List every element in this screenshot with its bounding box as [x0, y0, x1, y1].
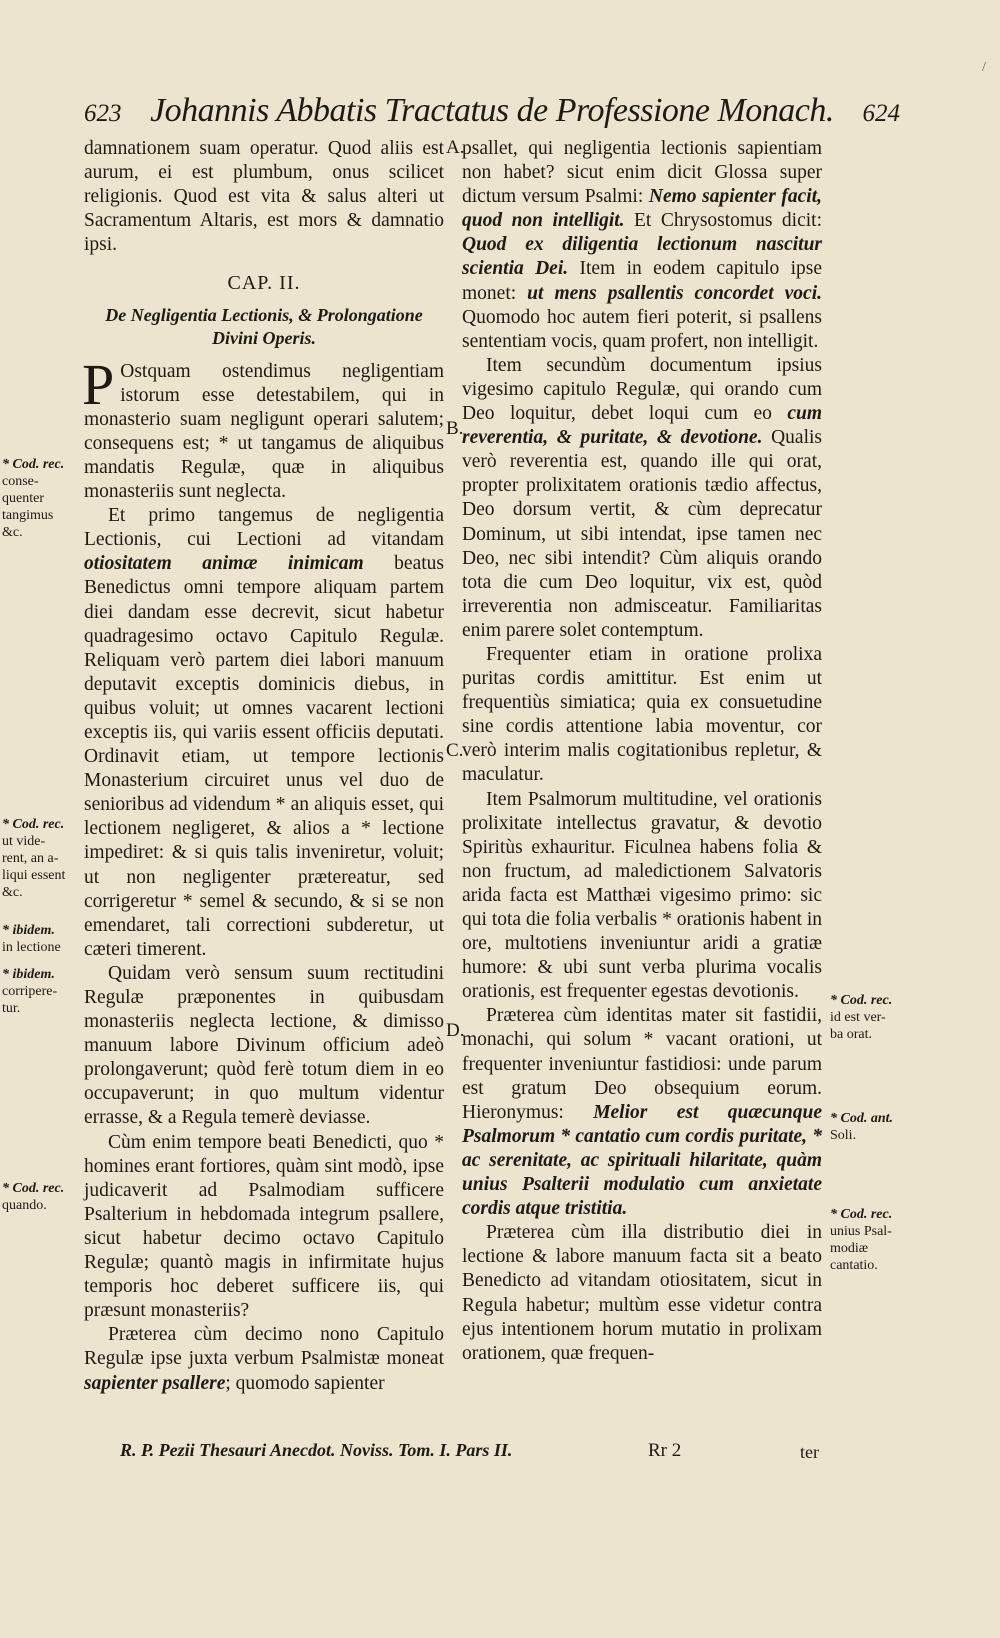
margin-note-text: in lectione: [2, 940, 61, 955]
paragraph-text: Ostquam ostendimus negligentiam istorum esse detestabilem, qui in monasterio suam negligunt operari salutem; consequens est; * ut tangamus de aliquibus mandatis Regulæ, quæ in aliquibus monasteriis sunt neglecta.: [84, 360, 444, 503]
margin-note-label: * Cod. rec.: [830, 1207, 893, 1222]
margin-note-text: id est ver- ba orat.: [830, 1010, 886, 1042]
italic-quote: Quod ex diligentia lectionum nascitur scientia Dei.: [462, 234, 822, 280]
margin-note-label: * Cod. ant.: [830, 1111, 894, 1126]
margin-note-text: ut vide- rent, an a- liqui essent &c.: [2, 834, 66, 900]
section-letter-a: A.: [446, 137, 465, 158]
edge-mark: /: [982, 60, 986, 75]
paragraph-text: Qualis verò reverentia est, quando ille qui orat, propter prolixitatem orationis tædio affectus, Deo dorsum vertit, & cùm deprecatur Dominum, ut sibi intendat, ipse tamen nec Deo, nec sibi intendit? Cùm aliquis orando tota die cum Deo loquitur, vix est, quòd irreverentia non admisceatur. Familiaritas enim parere solet contemptum.: [462, 427, 822, 641]
running-header: [84, 92, 900, 134]
chapter-heading: CAP. II.: [227, 272, 301, 295]
section-letter-d: D.: [446, 1020, 465, 1041]
paragraph-text: Quomodo hoc autem fieri poterit, si psallens sententiam vocis, quam profert, non intelligit.: [462, 306, 822, 352]
paragraph: [462, 137, 822, 354]
paragraph: Cùm enim tempore beati Benedicti, quo * homines erant fortiores, quàm sint modò, ipse judicaverit ad Psalmodiam sufficere Psalterium in hebdomada integrum psallere, sicut habetur decimo octavo Capitulo Regulæ; quantò magis in infirmitate hujus temporis hoc deberet sufficere iis, qui præsunt monasteriis?: [84, 1131, 444, 1322]
margin-note: [2, 816, 74, 901]
margin-note-label: * Cod. rec.: [2, 817, 65, 832]
italic-quote: sapienter psallere: [84, 1372, 226, 1394]
margin-note-label: * Cod. rec.: [2, 457, 65, 472]
paragraph: Frequenter etiam in oratione prolixa puritas cordis amittitur. Est enim ut frequentiùs simiatica; quia ex consuetudine sine cordis attentione labia moventur, cor verò interim malis cogitationibus repletur, & maculatur.: [462, 643, 822, 786]
left-column: [84, 137, 444, 1396]
italic-quote: cum reverentia, & puritate, & devotione.: [462, 403, 822, 449]
page-number-left: 623: [84, 100, 122, 127]
margin-note: [830, 1206, 910, 1274]
paragraph-text: Et Chrysostomus dicit:: [624, 210, 822, 232]
drop-cap: P: [82, 351, 115, 417]
paragraph-text: Et primo tangemus de negligentia Lectionis, cui Lectioni ad vitandam: [84, 505, 444, 551]
right-column: [462, 137, 822, 1366]
margin-note-label: * ibidem.: [2, 967, 55, 982]
paragraph-text: Præterea cùm decimo nono Capitulo Regulæ ipse juxta verbum Psalmistæ moneat: [84, 1324, 444, 1370]
paragraph-text: psallet, qui negligentia lectionis sapientiam non habet? sicut enim dicit Glossa super dictum versum Psalmi:: [462, 138, 822, 208]
margin-note: [2, 1180, 74, 1214]
margin-note-text: corripere- tur.: [2, 984, 58, 1016]
paragraph-text: Item in eodem capitulo ipse monet:: [462, 258, 823, 304]
margin-note-text: Soli.: [830, 1128, 857, 1143]
italic-quote: ut mens psallentis concordet voci.: [527, 282, 822, 304]
paragraph: [462, 1004, 822, 1221]
margin-note: [2, 456, 74, 541]
paragraph-text: beatus Benedictus omni tempore aliquam partem diei dandam esse decrevit, sicut habetur quadragesimo octavo Capitulo Regulæ. Reliquam verò partem diei labori manuum deputavit exceptis dominicis diebus, in quibus voluit; ut omnes vacarent lectioni exceptis iis, qui variis essent officiis deputati. Ordinavit etiam, ut tempore lectionis Monasterium circuiret unus vel duo de senioribus ad videndum * an aliquis esset, qui lectionem negligeret, & alios a * lectione impediret: & si quis talis inveniretur, voluit; ut non negligenter prætereatur, sed corrigeretur * semel & secundo, & si se non emendaret, tali correctioni subderetur, ut cæteri timerent.: [84, 553, 444, 960]
running-title: Johannis Abbatis Tractatus de Professione Monach.: [150, 92, 834, 129]
margin-note: [2, 922, 74, 956]
paragraph-text: Item secundùm documentum ipsius vigesimo capitulo Regulæ, qui orando cum Deo loquitur, debet loqui cum eo: [462, 354, 822, 425]
section-letter-b: B.: [446, 418, 464, 439]
paragraph: [82, 351, 444, 505]
signature-line: R. P. Pezii Thesauri Anecdot. Noviss. Tom. I. Pars II.: [120, 1440, 513, 1460]
paragraph: [462, 354, 822, 643]
intro-paragraph: damnationem suam operatur. Quod aliis est aurum, ei est plumbum, onus scilicet religionis. Quod est vita & salus alteri ut Sacramentum Altaris, est mors & damnatio ipsi.: [84, 138, 444, 256]
margin-note-text: quando.: [2, 1198, 47, 1213]
paragraph: [84, 1323, 444, 1395]
paragraph: Item Psalmorum multitudine, vel orationis prolixitate intellectus gravatur, & devotio Spiritùs exhauritur. Ficulnea habens folia & non fructum, ad maledictionem Salvatoris arida facta est Matthæi vigesimo primo: sic qui tota die folia verbalis * orationis habent in ore, multotiens inveniuntur aridi a gratiæ humore: & ubi sunt verba plurima vocalis orationis, est frequenter egestas devotionis.: [462, 788, 822, 1003]
margin-note: [830, 992, 910, 1043]
margin-note-label: * Cod. rec.: [830, 993, 893, 1008]
paragraph-text: Præterea cùm identitas mater sit fastidii, monachi, qui solum * vacant orationi, ut frequenter inveniuntur fastidiosi: unde parum est gratum Deo obsequium eorum. Hieronymus:: [462, 1005, 822, 1123]
sheet-signature: Rr 2: [648, 1440, 682, 1461]
italic-quote: otiositatem animæ inimicam: [84, 553, 364, 575]
margin-note: [830, 1110, 910, 1144]
paragraph: [84, 504, 444, 962]
margin-note-label: * Cod. rec.: [2, 1181, 65, 1196]
margin-note: [2, 966, 74, 1017]
paragraph: Quidam verò sensum suum rectitudini Regulæ præponentes in quibusdam monasteriis neglecta lectione, & dimisso manuum labore Divinum officium adeò prolongaverunt; quòd ferè totum diem in eo occupaverunt; in quo multum videntur errasse, & a Regula temerè deviasse.: [84, 962, 444, 1129]
page-number-right: 624: [862, 100, 900, 127]
paragraph: Præterea cùm illa distributio diei in lectione & labore manuum facta sit a beato Benedicto ad vitandam otiositatem, sicut in Regula habetur; multùm esse videtur contra ejus intentionem horum mutatio in prolixam orationem, quæ frequen-: [462, 1222, 822, 1364]
margin-note-text: unius Psal- modiæ cantatio.: [830, 1224, 892, 1273]
section-letter-c: C.: [446, 740, 464, 761]
chapter-rubric: De Negligentia Lectionis, & Prolongatione Divini Operis.: [105, 304, 423, 348]
catchword: ter: [800, 1442, 819, 1462]
italic-quote: Nemo sapienter facit, quod non intelligit.: [462, 186, 823, 232]
margin-note-text: conse- quenter tangimus &c.: [2, 474, 54, 540]
italic-quote: Melior est quæcunque Psalmorum * cantatio cum cordis puritate, * ac serenitate, ac spirituali hilaritate, quàm unius Psalterii modulatio cum anxietate cordis atque tristitia.: [462, 1101, 822, 1220]
margin-note-label: * ibidem.: [2, 923, 55, 938]
paragraph-text: ; quomodo sapienter: [225, 1372, 385, 1394]
